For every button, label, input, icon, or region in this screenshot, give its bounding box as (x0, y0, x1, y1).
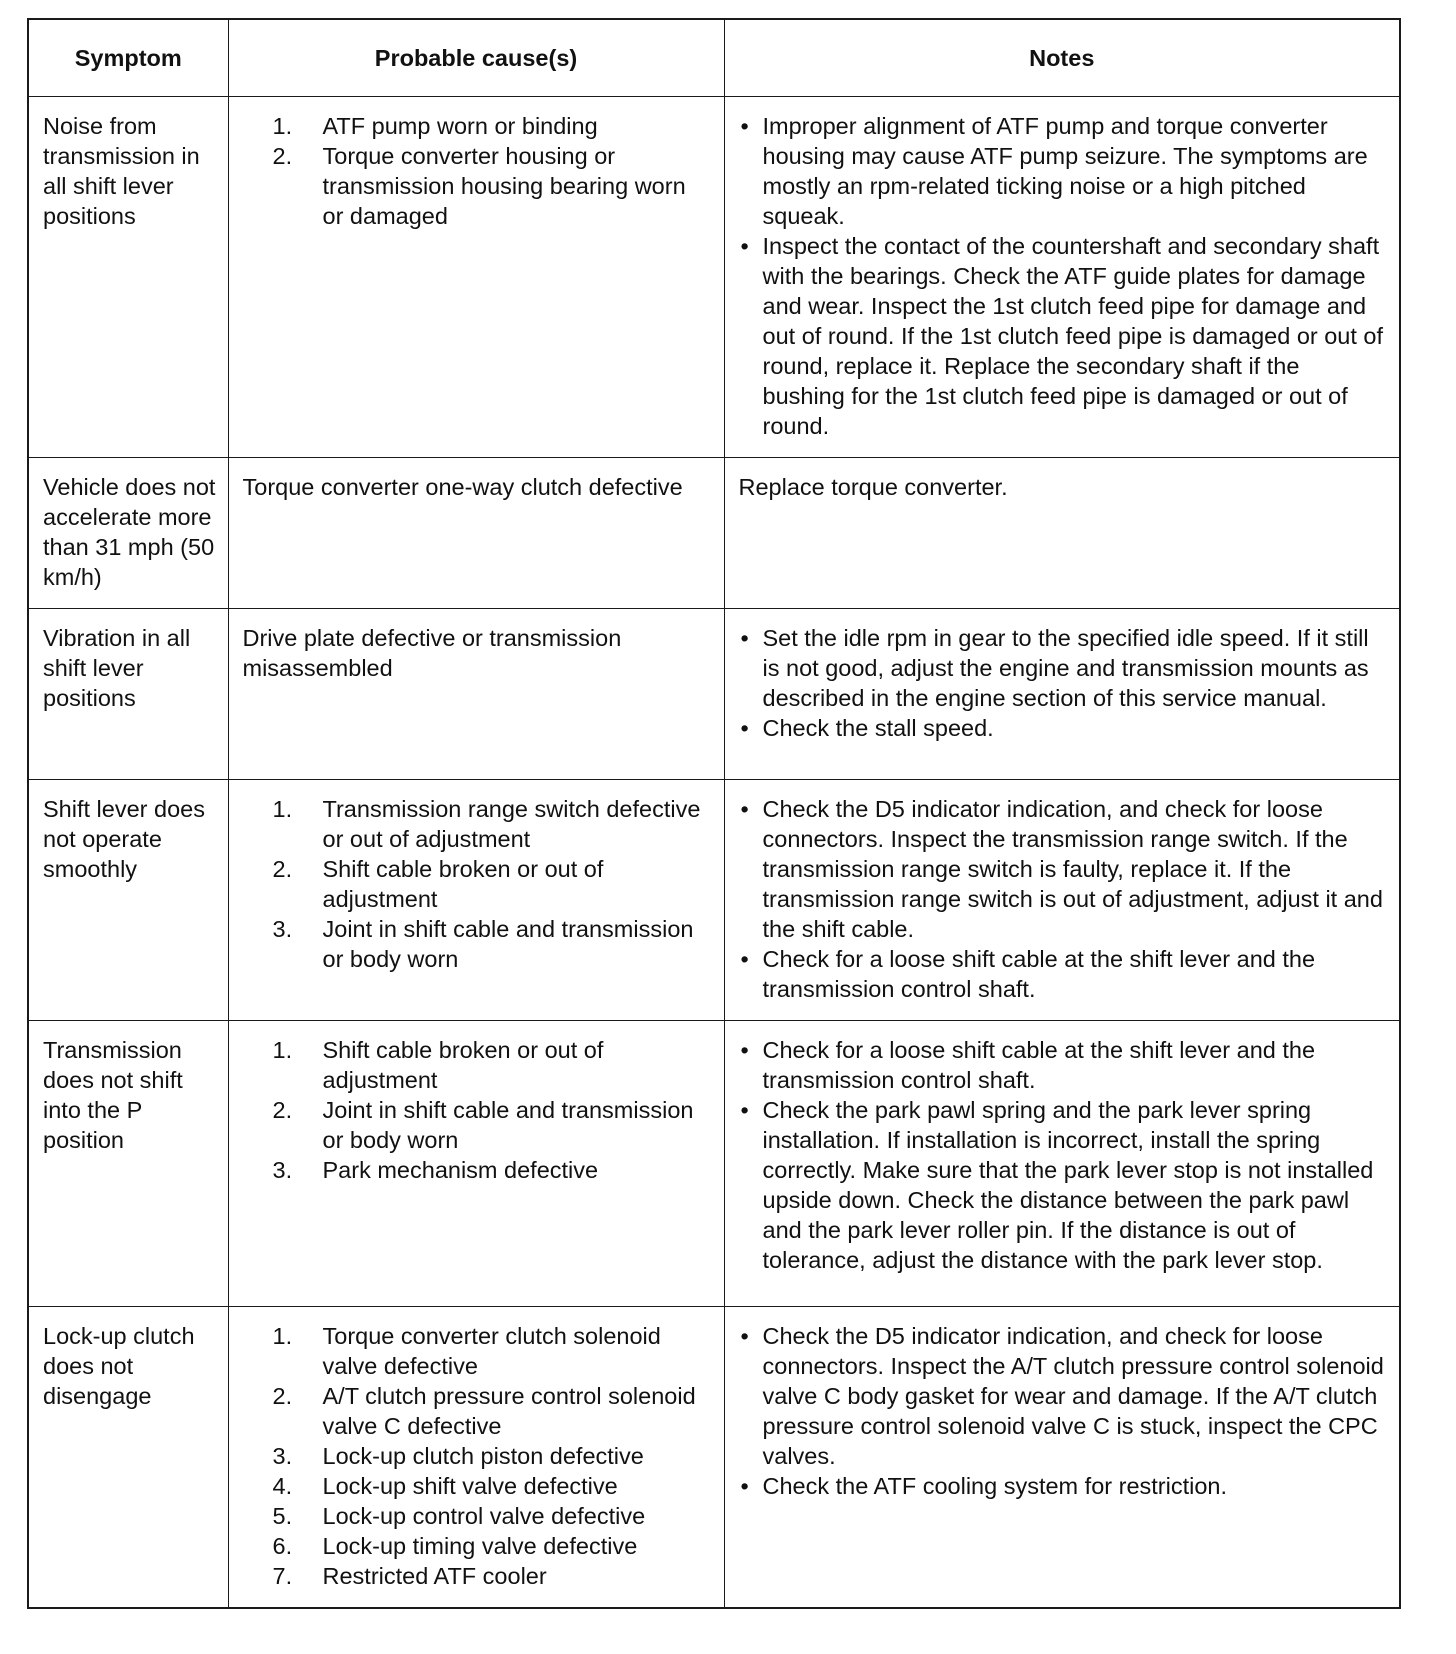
cause-cell: Torque converter one-way clutch defective (228, 458, 724, 609)
note-item: • Set the idle rpm in gear to the specified idle speed. If it still is not good, adjust the engine and transmission mounts as described in the engine section of this service manual. (739, 623, 1388, 713)
cause-item (273, 1155, 712, 1185)
table-row (28, 1307, 1400, 1609)
cause-item (273, 1441, 712, 1471)
cause-text: ATF pump worn or binding (322, 113, 598, 139)
cause-number: 2. (272, 143, 293, 169)
cause-item (273, 1531, 712, 1561)
cause-list (243, 111, 712, 231)
header-notes: Notes (724, 19, 1400, 97)
symptom-cell: Vibration in all shift lever positions (28, 609, 228, 780)
table-row (28, 780, 1400, 1021)
cause-item (273, 914, 712, 974)
cause-text: Transmission range switch defective or out of adjustment (322, 796, 701, 852)
note-item: • Check the D5 indicator indication, and check for loose connectors. Inspect the transmission range switch. If the transmission range switch is faulty, replace it. If the transmission range switch is out of adjustment, adjust it and the shift cable. (739, 794, 1388, 944)
cause-number: 1. (272, 113, 293, 139)
notes-cell (724, 780, 1400, 1021)
cause-number: 1. (272, 796, 293, 822)
table-row (28, 1021, 1400, 1307)
cause-item (273, 1381, 712, 1441)
cause-text: Lock-up clutch piston defective (322, 1443, 644, 1469)
symptom-cell: Vehicle does not accelerate more than 31 mph (50 km/h) (28, 458, 228, 609)
cause-item (273, 1501, 712, 1531)
cause-text: Lock-up control valve defective (322, 1503, 646, 1529)
cause-number: 7. (272, 1563, 293, 1589)
header-row (28, 19, 1400, 97)
cause-item (273, 854, 712, 914)
cause-cell (228, 780, 724, 1021)
note-list (739, 111, 1388, 441)
table-row (28, 458, 1400, 609)
note-list (739, 1321, 1388, 1501)
notes-cell (724, 609, 1400, 780)
header-probable-causes: Probable cause(s) (228, 19, 724, 97)
cause-cell (228, 1307, 724, 1609)
symptom-cell: Noise from transmission in all shift lever positions (28, 97, 228, 458)
cause-text: Joint in shift cable and transmission or body worn (322, 1097, 694, 1153)
cause-item (273, 1471, 712, 1501)
cause-item (273, 1095, 712, 1155)
cause-number: 6. (272, 1533, 293, 1559)
cause-text: Lock-up timing valve defective (322, 1533, 638, 1559)
cause-number: 2. (272, 1097, 293, 1123)
cause-item (273, 1321, 712, 1381)
cause-number: 3. (272, 1157, 293, 1183)
cause-number: 4. (272, 1473, 293, 1499)
symptom-cell: Transmission does not shift into the P position (28, 1021, 228, 1307)
cause-cell: Drive plate defective or transmission misassembled (228, 609, 724, 780)
cause-list (243, 1321, 712, 1591)
cause-text: A/T clutch pressure control solenoid valve C defective (322, 1383, 696, 1439)
cause-number: 2. (272, 1383, 293, 1409)
cause-number: 1. (272, 1323, 293, 1349)
note-item: • Check the D5 indicator indication, and check for loose connectors. Inspect the A/T clutch pressure control solenoid valve C body gasket for wear and damage. If the A/T clutch pressure control solenoid valve C is stuck, inspect the CPC valves. (739, 1321, 1388, 1471)
cause-list (243, 794, 712, 974)
note-item: • Check the ATF cooling system for restriction. (739, 1471, 1388, 1501)
note-item: • Check the park pawl spring and the park lever spring installation. If installation is incorrect, install the spring correctly. Make sure that the park lever stop is not installed upside down. Check the distance between the park pawl and the park lever roller pin. If the distance is out of tolerance, adjust the distance with the park lever stop. (739, 1095, 1388, 1275)
cause-item (273, 1035, 712, 1095)
cause-text: Torque converter housing or transmission housing bearing worn or damaged (322, 143, 686, 229)
cause-text: Lock-up shift valve defective (322, 1473, 618, 1499)
note-list (739, 623, 1388, 743)
notes-cell (724, 1021, 1400, 1307)
cause-item (273, 141, 712, 231)
note-item: • Check the stall speed. (739, 713, 1388, 743)
cause-text: Restricted ATF cooler (322, 1563, 547, 1589)
cause-text: Shift cable broken or out of adjustment (322, 1037, 604, 1093)
note-item: • Check for a loose shift cable at the shift lever and the transmission control shaft. (739, 1035, 1388, 1095)
troubleshooting-table (27, 18, 1401, 1609)
note-item: • Check for a loose shift cable at the shift lever and the transmission control shaft. (739, 944, 1388, 1004)
table-row (28, 97, 1400, 458)
cause-item (273, 1561, 712, 1591)
cause-text: Torque converter clutch solenoid valve defective (322, 1323, 661, 1379)
note-item: • Inspect the contact of the countershaft and secondary shaft with the bearings. Check the ATF guide plates for damage and wear. Inspect the 1st clutch feed pipe for damage and out of round. If the 1st clutch feed pipe is damaged or out of round, replace it. Replace the secondary shaft if the bushing for the 1st clutch feed pipe is damaged or out of round. (739, 231, 1388, 441)
cause-text: Park mechanism defective (322, 1157, 599, 1183)
symptom-cell: Shift lever does not operate smoothly (28, 780, 228, 1021)
notes-cell (724, 1307, 1400, 1609)
cause-cell (228, 1021, 724, 1307)
cause-list (243, 1035, 712, 1185)
cause-number: 3. (272, 1443, 293, 1469)
cause-cell (228, 97, 724, 458)
note-item: • Improper alignment of ATF pump and torque converter housing may cause ATF pump seizure. The symptoms are mostly an rpm-related ticking noise or a high pitched squeak. (739, 111, 1388, 231)
cause-number: 1. (272, 1037, 293, 1063)
note-list (739, 794, 1388, 1004)
cause-number: 5. (272, 1503, 293, 1529)
cause-number: 3. (272, 916, 293, 942)
header-symptom: Symptom (28, 19, 228, 97)
cause-number: 2. (272, 856, 293, 882)
table-row (28, 609, 1400, 780)
notes-cell (724, 97, 1400, 458)
cause-text: Shift cable broken or out of adjustment (322, 856, 604, 912)
cause-item (273, 111, 712, 141)
cause-item (273, 794, 712, 854)
notes-cell: Replace torque converter. (724, 458, 1400, 609)
cause-text: Joint in shift cable and transmission or body worn (322, 916, 694, 972)
symptom-cell: Lock-up clutch does not disengage (28, 1307, 228, 1609)
note-list (739, 1035, 1388, 1275)
